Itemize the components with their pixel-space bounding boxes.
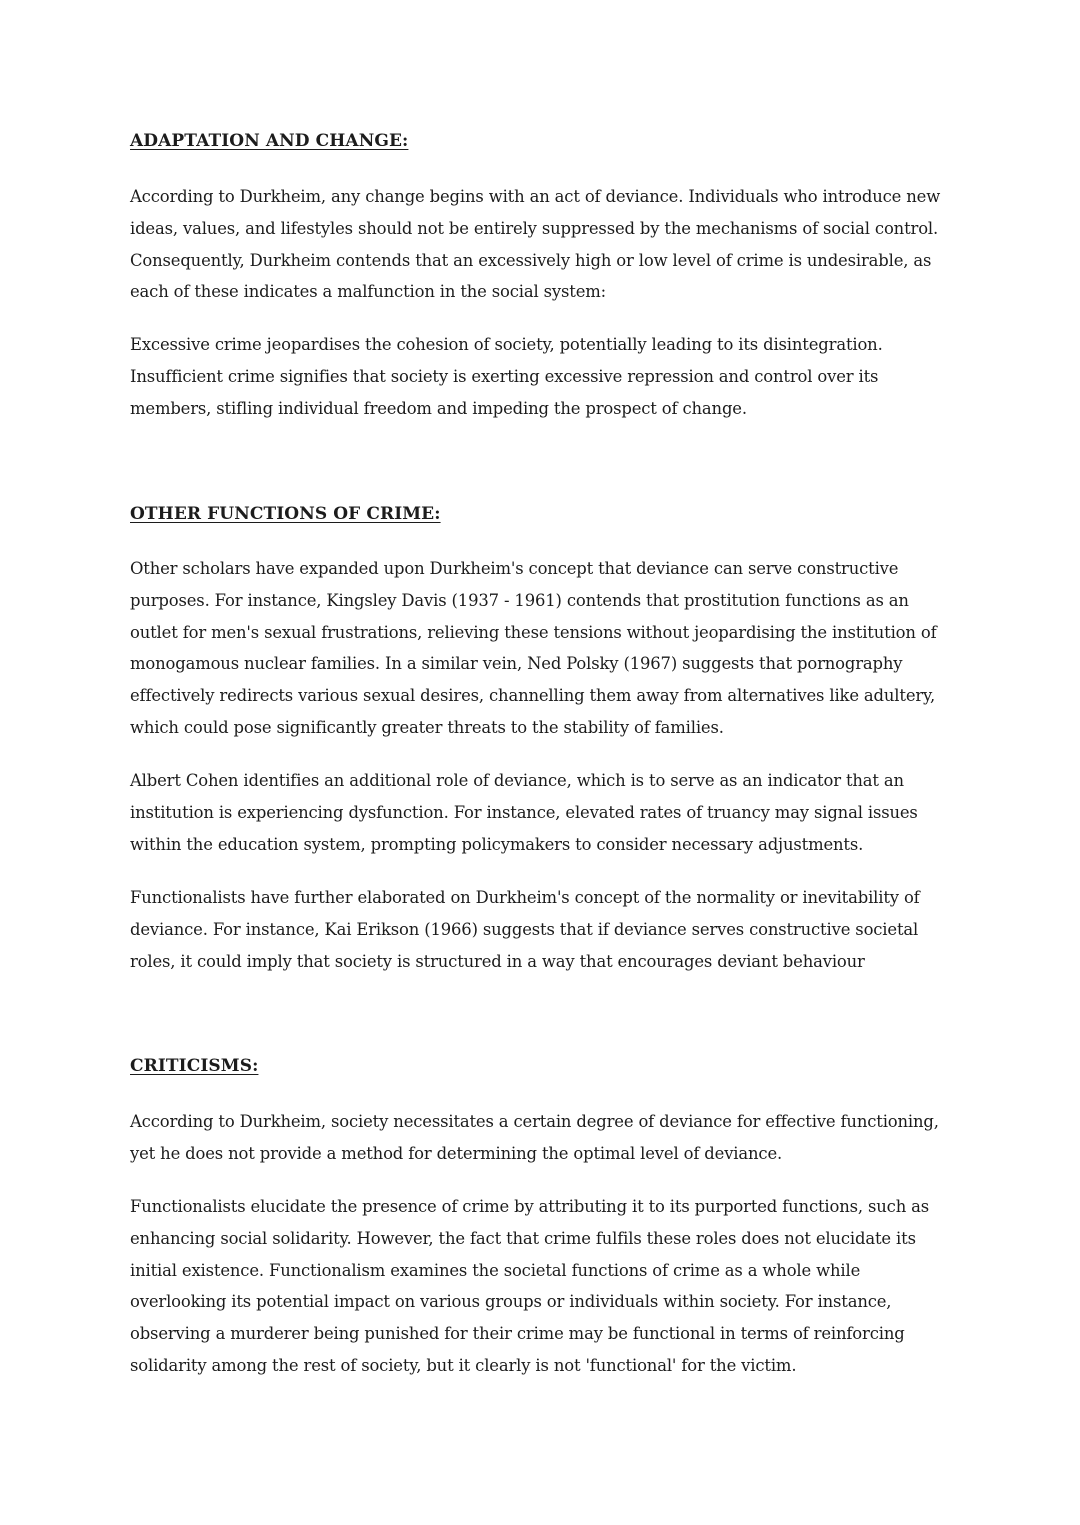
heading-other-functions-of-crime: OTHER FUNCTIONS OF CRIME: bbox=[130, 504, 441, 524]
text-line: within the education system, prompting policymakers to consider necessary adjustments. bbox=[130, 834, 864, 854]
text-line: monogamous nuclear families. In a similar vein, Ned Polsky (1967) suggests that pornography bbox=[130, 654, 903, 674]
heading-criticisms: CRITICISMS: bbox=[130, 1056, 259, 1076]
text-line: which could pose significantly greater threats to the stability of families. bbox=[130, 717, 724, 737]
paragraph-albert-cohen bbox=[130, 765, 945, 860]
text-line: ideas, values, and lifestyles should not be entirely suppressed by the mechanisms of social control. bbox=[130, 218, 939, 238]
text-line: Albert Cohen identifies an additional role of deviance, which is to serve as an indicator that an bbox=[130, 771, 904, 790]
paragraph-kai-erikson bbox=[130, 882, 945, 977]
text-line: Functionalists elucidate the presence of crime by attributing it to its purported functions, such as bbox=[130, 1197, 930, 1216]
paragraph-functionalists-criticism bbox=[130, 1191, 945, 1382]
text-line: Consequently, Durkheim contends that an excessively high or low level of crime is undesirable, as bbox=[130, 250, 932, 270]
text-line: Excessive crime jeopardises the cohesion of society, potentially leading to its disintegration. bbox=[130, 335, 883, 354]
text-line: institution is experiencing dysfunction. For instance, elevated rates of truancy may signal issues bbox=[130, 802, 918, 822]
paragraph-optimal-deviance bbox=[130, 1106, 945, 1170]
text-line: observing a murderer being punished for their crime may be functional in terms of reinforcing bbox=[130, 1324, 905, 1344]
heading-adaptation-and-change: ADAPTATION AND CHANGE: bbox=[130, 131, 409, 151]
text-line: deviance. For instance, Kai Erikson (1966) suggests that if deviance serves constructive societal bbox=[130, 919, 919, 939]
text-line: Functionalists have further elaborated on Durkheim's concept of the normality or inevitability of bbox=[130, 888, 920, 907]
text-line: each of these indicates a malfunction in the social system: bbox=[130, 282, 607, 302]
paragraph-durkheim-change bbox=[130, 181, 945, 308]
text-line: Insufficient crime signifies that society is exerting excessive repression and control over its bbox=[130, 366, 879, 386]
text-line: According to Durkheim, any change begins with an act of deviance. Individuals who introduce new bbox=[130, 187, 941, 206]
paragraph-other-scholars bbox=[130, 553, 945, 744]
text-line: purposes. For instance, Kingsley Davis (1937 - 1961) contends that prostitution functions as an bbox=[130, 590, 909, 610]
text-line: overlooking its potential impact on various groups or individuals within society. For instance, bbox=[130, 1292, 892, 1312]
text-line: Other scholars have expanded upon Durkheim's concept that deviance can serve constructive bbox=[130, 559, 899, 578]
text-line: outlet for men's sexual frustrations, relieving these tensions without jeopardising the institution of bbox=[130, 622, 937, 642]
text-line: members, stifling individual freedom and impeding the prospect of change. bbox=[130, 398, 747, 418]
text-line: roles, it could imply that society is structured in a way that encourages deviant behaviour bbox=[130, 951, 865, 971]
text-line: According to Durkheim, society necessitates a certain degree of deviance for effective functioning, bbox=[130, 1112, 939, 1131]
text-line: initial existence. Functionalism examines the societal functions of crime as a whole while bbox=[130, 1260, 861, 1280]
text-line: effectively redirects various sexual desires, channelling them away from alternatives like adultery, bbox=[130, 686, 936, 706]
paragraph-excessive-crime bbox=[130, 329, 945, 424]
text-line: solidarity among the rest of society, but it clearly is not 'functional' for the victim. bbox=[130, 1355, 797, 1375]
text-line: yet he does not provide a method for determining the optimal level of deviance. bbox=[130, 1143, 783, 1163]
text-line: enhancing social solidarity. However, the fact that crime fulfils these roles does not elucidate its bbox=[130, 1228, 916, 1248]
